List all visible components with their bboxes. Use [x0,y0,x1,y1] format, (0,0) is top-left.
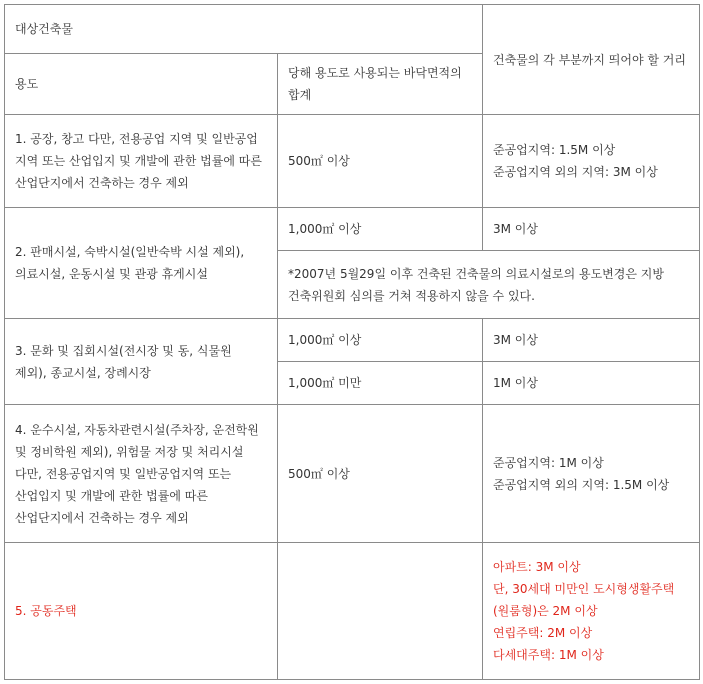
row3-usage: 3. 문화 및 집회시설(전시장 및 동, 식물원 제외), 종교시설, 장례시장 [5,319,278,405]
row3-distance-b: 1M 이상 [483,362,700,405]
row4-distance-line: 준공업지역 외의 지역: 1.5M 이상 [493,477,670,492]
row4-distance-line: 준공업지역: 1M 이상 [493,455,604,470]
regulation-table [4,4,700,680]
row1-distance-line: 준공업지역: 1.5M 이상 [493,143,616,157]
row5-distance-line: 아파트: 3M 이상 [493,560,581,574]
row4-usage: 4. 운수시설, 자동차관련시설(주차장, 운전학원 및 정비학원 제외), 위험물 저장 및 처리시설 다만, 전용공업지역 및 일반공업지역 또는 산업입지 및 개발에 관한 법률에 따른 산업단지에서 건축하는 경우 제외 [5,405,278,543]
row3-area-b: 1,000㎡ 미만 [278,362,483,405]
header-usage: 용도 [5,54,278,115]
row5-usage: 5. 공동주택 [5,543,278,680]
row2-usage: 2. 판매시설, 숙박시설(일반숙박 시설 제외), 의료시설, 운동시설 및 관광 휴게시설 [5,208,278,319]
row4-distance [483,405,700,543]
row1-usage: 1. 공장, 창고 다만, 전용공업 지역 및 일반공업 지역 또는 산업입지 및 개발에 관한 법률에 따른 산업단지에서 건축하는 경우 제외 [5,115,278,208]
row5-area [278,543,483,680]
row3-area-a: 1,000㎡ 이상 [278,319,483,362]
row1-distance-line: 준공업지역 외의 지역: 3M 이상 [493,165,658,179]
row2-distance: 3M 이상 [483,208,700,251]
row3-distance-a: 3M 이상 [483,319,700,362]
row5-distance-line: 다세대주택: 1M 이상 [493,648,604,662]
row4-area: 500㎡ 이상 [278,405,483,543]
header-floor-area: 당해 용도로 사용되는 바닥면적의 합계 [278,54,483,115]
row5-distance-line: (원룸형)은 2M 이상 [493,604,598,618]
row1-distance [483,115,700,208]
row5-distance [483,543,700,680]
row5-distance-line: 단, 30세대 미만인 도시형생활주택 [493,582,675,596]
row2-note: *2007년 5월29일 이후 건축된 건축물의 의료시설로의 용도변경은 지방 건축위원회 심의를 거쳐 적용하지 않을 수 있다. [278,251,700,319]
row5-distance-line: 연립주택: 2M 이상 [493,626,593,640]
row1-area: 500㎡ 이상 [278,115,483,208]
header-distance: 건축물의 각 부분까지 띄어야 할 거리 [483,5,700,115]
header-target-building: 대상건축물 [5,5,483,54]
row2-area: 1,000㎡ 이상 [278,208,483,251]
